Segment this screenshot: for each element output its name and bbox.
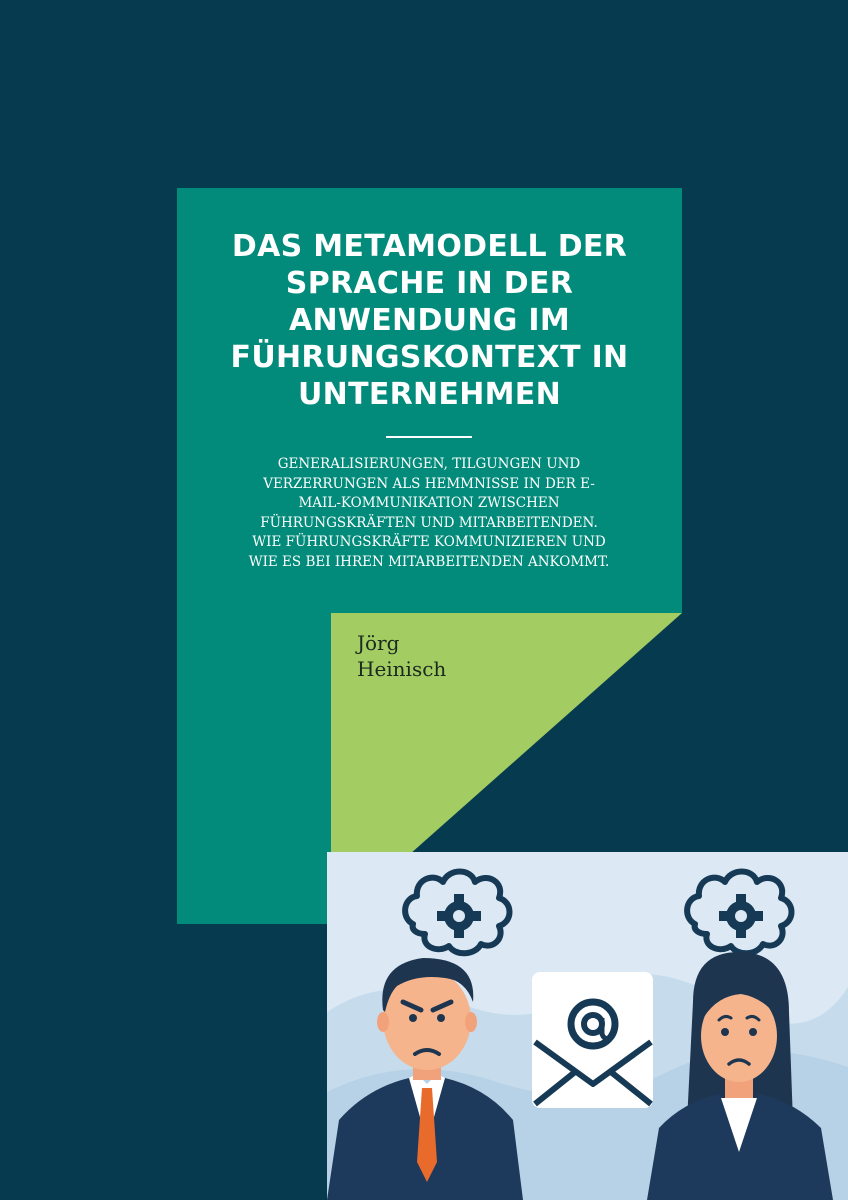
title-line: UNTERNEHMEN <box>298 377 561 412</box>
subtitle-line: WIE FÜHRUNGSKRÄFTE KOMMUNIZIEREN UND <box>252 534 606 550</box>
title-divider <box>386 436 472 438</box>
subtitle-line: MAIL-KOMMUNIKATION ZWISCHEN <box>298 495 560 511</box>
title-line: SPRACHE IN DER <box>285 266 574 301</box>
email-at-icon <box>532 972 653 1108</box>
subtitle-line: GENERALISIERUNGEN, TILGUNGEN UND <box>277 456 581 472</box>
title-line: FÜHRUNGSKONTEXT IN <box>230 340 629 375</box>
subtitle-line: WIE ES BEI IHREN MITARBEITENDEN ANKOMMT. <box>248 553 610 570</box>
author-first-name: Jörg <box>357 631 400 655</box>
subtitle-line: VERZERRUNGEN ALS HEMMNISSE IN DER E- <box>263 475 595 492</box>
title-line: DAS METAMODELL DER <box>231 229 628 264</box>
title-line: ANWENDUNG IM <box>288 303 571 338</box>
author-last-name: Heinisch <box>357 657 447 681</box>
book-title <box>177 228 682 413</box>
book-subtitle <box>214 455 644 572</box>
subtitle-line: FÜHRUNGSKRÄFTEN UND MITARBEITENDEN. <box>260 514 598 531</box>
author-name <box>357 630 446 682</box>
cover-illustration <box>327 852 848 1200</box>
